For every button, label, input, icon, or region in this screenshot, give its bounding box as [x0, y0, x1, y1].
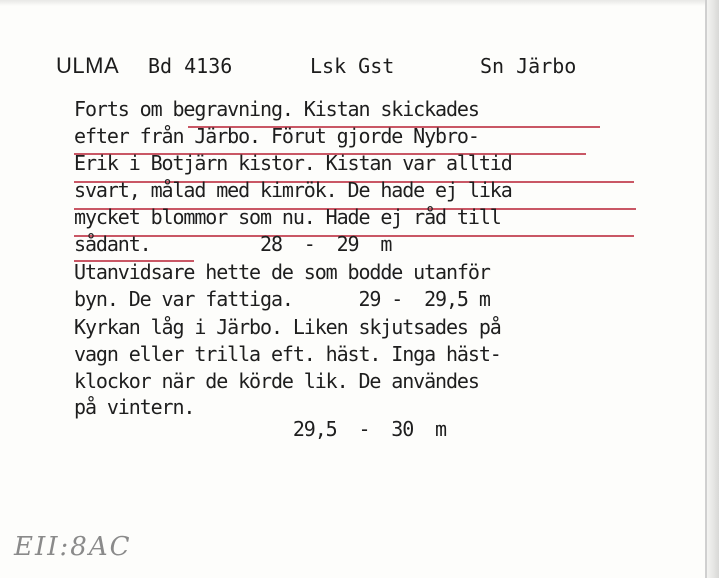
text-line-8: byn. De var fattiga. 29 - 29,5 m — [74, 287, 490, 311]
text-line-5: mycket blommor som nu. Hade ej råd till — [74, 205, 501, 229]
text-line-10: vagn eller trilla eft. häst. Inga häst- — [74, 342, 501, 366]
text-line-12: på vintern. — [74, 395, 195, 419]
text-line-4: svart, målad med kimrök. De hade ej lika — [74, 178, 512, 202]
text-line-3: Erik i Botjärn kistor. Kistan var alltid — [74, 151, 512, 175]
text-line-11: klockor när de körde lik. De användes — [74, 369, 479, 393]
card-right-edge — [706, 0, 719, 578]
archive-name: ULMA — [56, 53, 120, 78]
text-line-6: sådant. 28 - 29 m — [74, 232, 392, 256]
text-line-2: efter från Järbo. Förut gjorde Nybro- — [74, 124, 479, 148]
socken-field: Sn Järbo — [480, 54, 577, 78]
card-top-edge — [0, 0, 719, 6]
record-number: Bd 4136 — [148, 54, 233, 78]
handwritten-archive-code: EII:8AC — [14, 532, 132, 562]
text-line-13: 29,5 - 30 m — [74, 417, 446, 441]
landskap-field: Lsk Gst — [310, 54, 395, 78]
text-line-1: Forts om begravning. Kistan skickades — [74, 97, 479, 121]
text-line-9: Kyrkan låg i Järbo. Liken skjutsades på — [74, 315, 501, 339]
text-line-7: Utanvidsare hette de som bodde utanför — [74, 260, 490, 284]
